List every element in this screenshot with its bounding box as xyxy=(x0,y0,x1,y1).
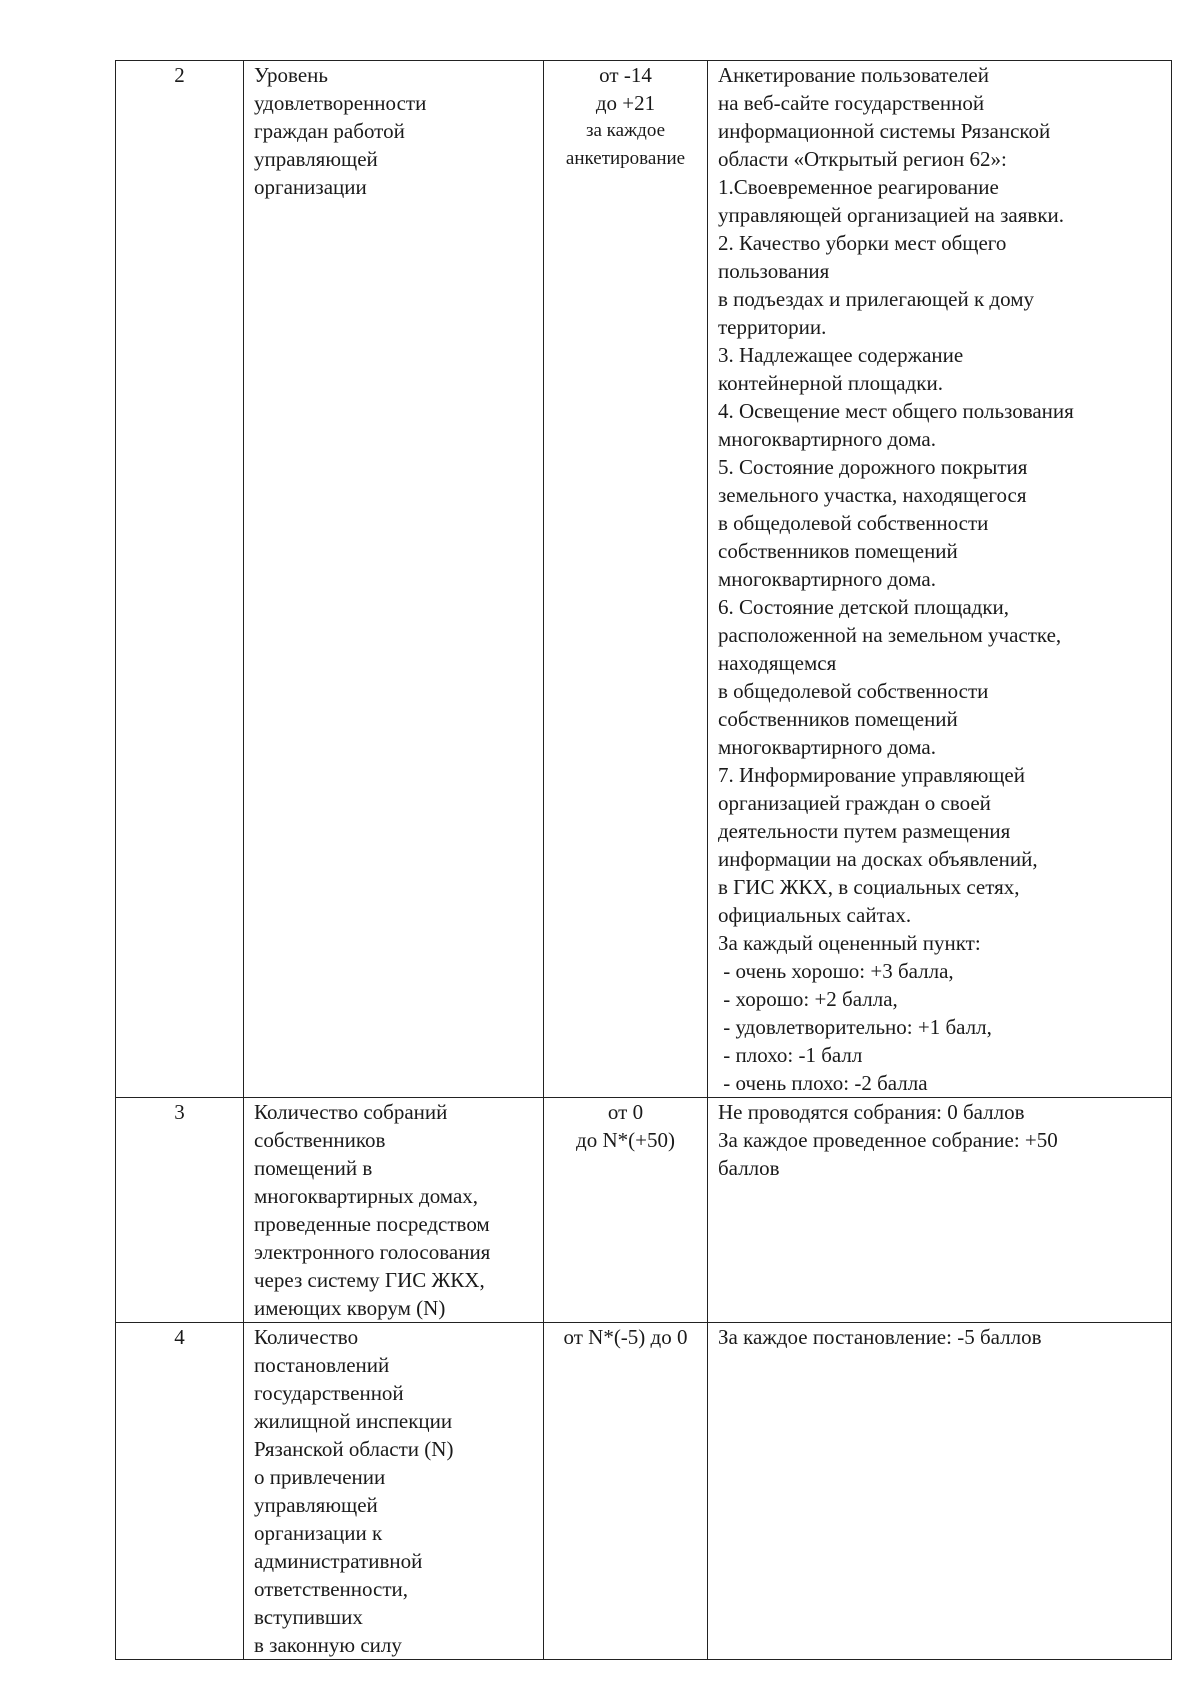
indicator-line: управляющей xyxy=(254,147,378,171)
indicator-line: вступивших xyxy=(254,1605,363,1629)
method-line: Не проводятся собрания: 0 баллов xyxy=(718,1100,1025,1124)
indicator-line: административной xyxy=(254,1549,423,1573)
indicator-line: многоквартирных домах, xyxy=(254,1184,479,1208)
indicator-cell xyxy=(244,1098,544,1323)
method-line: деятельности путем размещения xyxy=(718,819,1011,843)
method-line: в общедолевой собственности xyxy=(718,679,989,703)
method-line: информационной системы Рязанской xyxy=(718,119,1051,143)
indicator-line: ответственности, xyxy=(254,1577,409,1601)
method-line: Анкетирование пользователей xyxy=(718,63,989,87)
method-line: в подъездах и прилегающей к дому xyxy=(718,287,1034,311)
row-number: 2 xyxy=(174,63,185,87)
row-number: 4 xyxy=(174,1325,185,1349)
indicator-line: проведенные посредством xyxy=(254,1212,490,1236)
range-line: за каждое xyxy=(585,120,666,141)
method-line: - очень хорошо: +3 балла, xyxy=(718,959,954,983)
method-line: За каждое проведенное собрание: +50 xyxy=(718,1128,1058,1152)
method-line: управляющей организацией на заявки. xyxy=(718,203,1065,227)
indicator-line: постановлений xyxy=(254,1353,390,1377)
method-cell xyxy=(708,1323,1172,1660)
method-line: 1.Своевременное реагирование xyxy=(718,175,999,199)
indicator-line: в законную силу xyxy=(254,1633,402,1657)
indicator-line: электронного голосования xyxy=(254,1240,491,1264)
indicator-line: Количество xyxy=(254,1325,359,1349)
row-number-cell xyxy=(116,61,244,1098)
range-line: до +21 xyxy=(595,91,656,115)
indicator-line: жилищной инспекции xyxy=(254,1409,453,1433)
method-line: контейнерной площадки. xyxy=(718,371,943,395)
indicator-line: собственников xyxy=(254,1128,386,1152)
indicator-line: Уровень xyxy=(254,63,328,87)
method-line: многоквартирного дома. xyxy=(718,567,936,591)
table-row xyxy=(116,1098,1172,1323)
range-cell xyxy=(544,1098,708,1323)
range-line: анкетирование xyxy=(565,148,686,169)
method-line: многоквартирного дома. xyxy=(718,427,936,451)
indicator-line: Рязанской области (N) xyxy=(254,1437,454,1461)
row-number-cell xyxy=(116,1098,244,1323)
method-line: баллов xyxy=(718,1156,780,1180)
method-line: 2. Качество уборки мест общего xyxy=(718,231,1007,255)
indicator-line: управляющей xyxy=(254,1493,378,1517)
method-line: 5. Состояние дорожного покрытия xyxy=(718,455,1028,479)
table-row xyxy=(116,1323,1172,1660)
indicator-line: Количество собраний xyxy=(254,1100,448,1124)
method-line: в ГИС ЖКХ, в социальных сетях, xyxy=(718,875,1020,899)
indicator-line: через систему ГИС ЖКХ, xyxy=(254,1268,485,1292)
range-line: до N*(+50) xyxy=(576,1128,675,1152)
indicator-line: организации к xyxy=(254,1521,383,1545)
method-line: - очень плохо: -2 балла xyxy=(718,1071,928,1095)
method-line: территории. xyxy=(718,315,827,339)
method-line: 4. Освещение мест общего пользования xyxy=(718,399,1074,423)
indicator-cell xyxy=(244,1323,544,1660)
method-line: пользования xyxy=(718,259,830,283)
range-line: от -14 xyxy=(599,63,652,87)
method-line: многоквартирного дома. xyxy=(718,735,936,759)
table-row xyxy=(116,61,1172,1098)
row-number: 3 xyxy=(174,1100,185,1124)
method-line: организацией граждан о своей xyxy=(718,791,991,815)
indicator-line: организации xyxy=(254,175,367,199)
indicator-line: имеющих кворум (N) xyxy=(254,1296,446,1320)
indicator-cell xyxy=(244,61,544,1098)
method-cell xyxy=(708,61,1172,1098)
indicator-line: удовлетворенности xyxy=(254,91,427,115)
range-cell xyxy=(544,1323,708,1660)
method-line: расположенной на земельном участке, xyxy=(718,623,1062,647)
method-line: 7. Информирование управляющей xyxy=(718,763,1025,787)
method-line: информации на досках объявлений, xyxy=(718,847,1038,871)
criteria-table xyxy=(115,60,1172,1660)
range-line: от 0 xyxy=(607,1100,644,1124)
method-line: За каждое постановление: -5 баллов xyxy=(718,1325,1042,1349)
indicator-line: государственной xyxy=(254,1381,404,1405)
method-line: области «Открытый регион 62»: xyxy=(718,147,1007,171)
method-line: - удовлетворительно: +1 балл, xyxy=(718,1015,992,1039)
indicator-line: граждан работой xyxy=(254,119,405,143)
method-line: - плохо: -1 балл xyxy=(718,1043,863,1067)
indicator-line: помещений в xyxy=(254,1156,373,1180)
range-cell xyxy=(544,61,708,1098)
method-line: собственников помещений xyxy=(718,707,958,731)
method-line: на веб-сайте государственной xyxy=(718,91,985,115)
document-table-wrapper xyxy=(115,60,1171,1660)
row-number-cell xyxy=(116,1323,244,1660)
method-line: 3. Надлежащее содержание xyxy=(718,343,964,367)
indicator-line: о привлечении xyxy=(254,1465,386,1489)
method-line: За каждый оцененный пункт: xyxy=(718,931,981,955)
method-line: находящемся xyxy=(718,651,837,675)
method-line: официальных сайтах. xyxy=(718,903,912,927)
method-line: - хорошо: +2 балла, xyxy=(718,987,898,1011)
method-line: земельного участка, находящегося xyxy=(718,483,1027,507)
method-line: собственников помещений xyxy=(718,539,958,563)
range-line: от N*(-5) до 0 xyxy=(563,1325,688,1349)
method-line: 6. Состояние детской площадки, xyxy=(718,595,1010,619)
method-cell xyxy=(708,1098,1172,1323)
method-line: в общедолевой собственности xyxy=(718,511,989,535)
